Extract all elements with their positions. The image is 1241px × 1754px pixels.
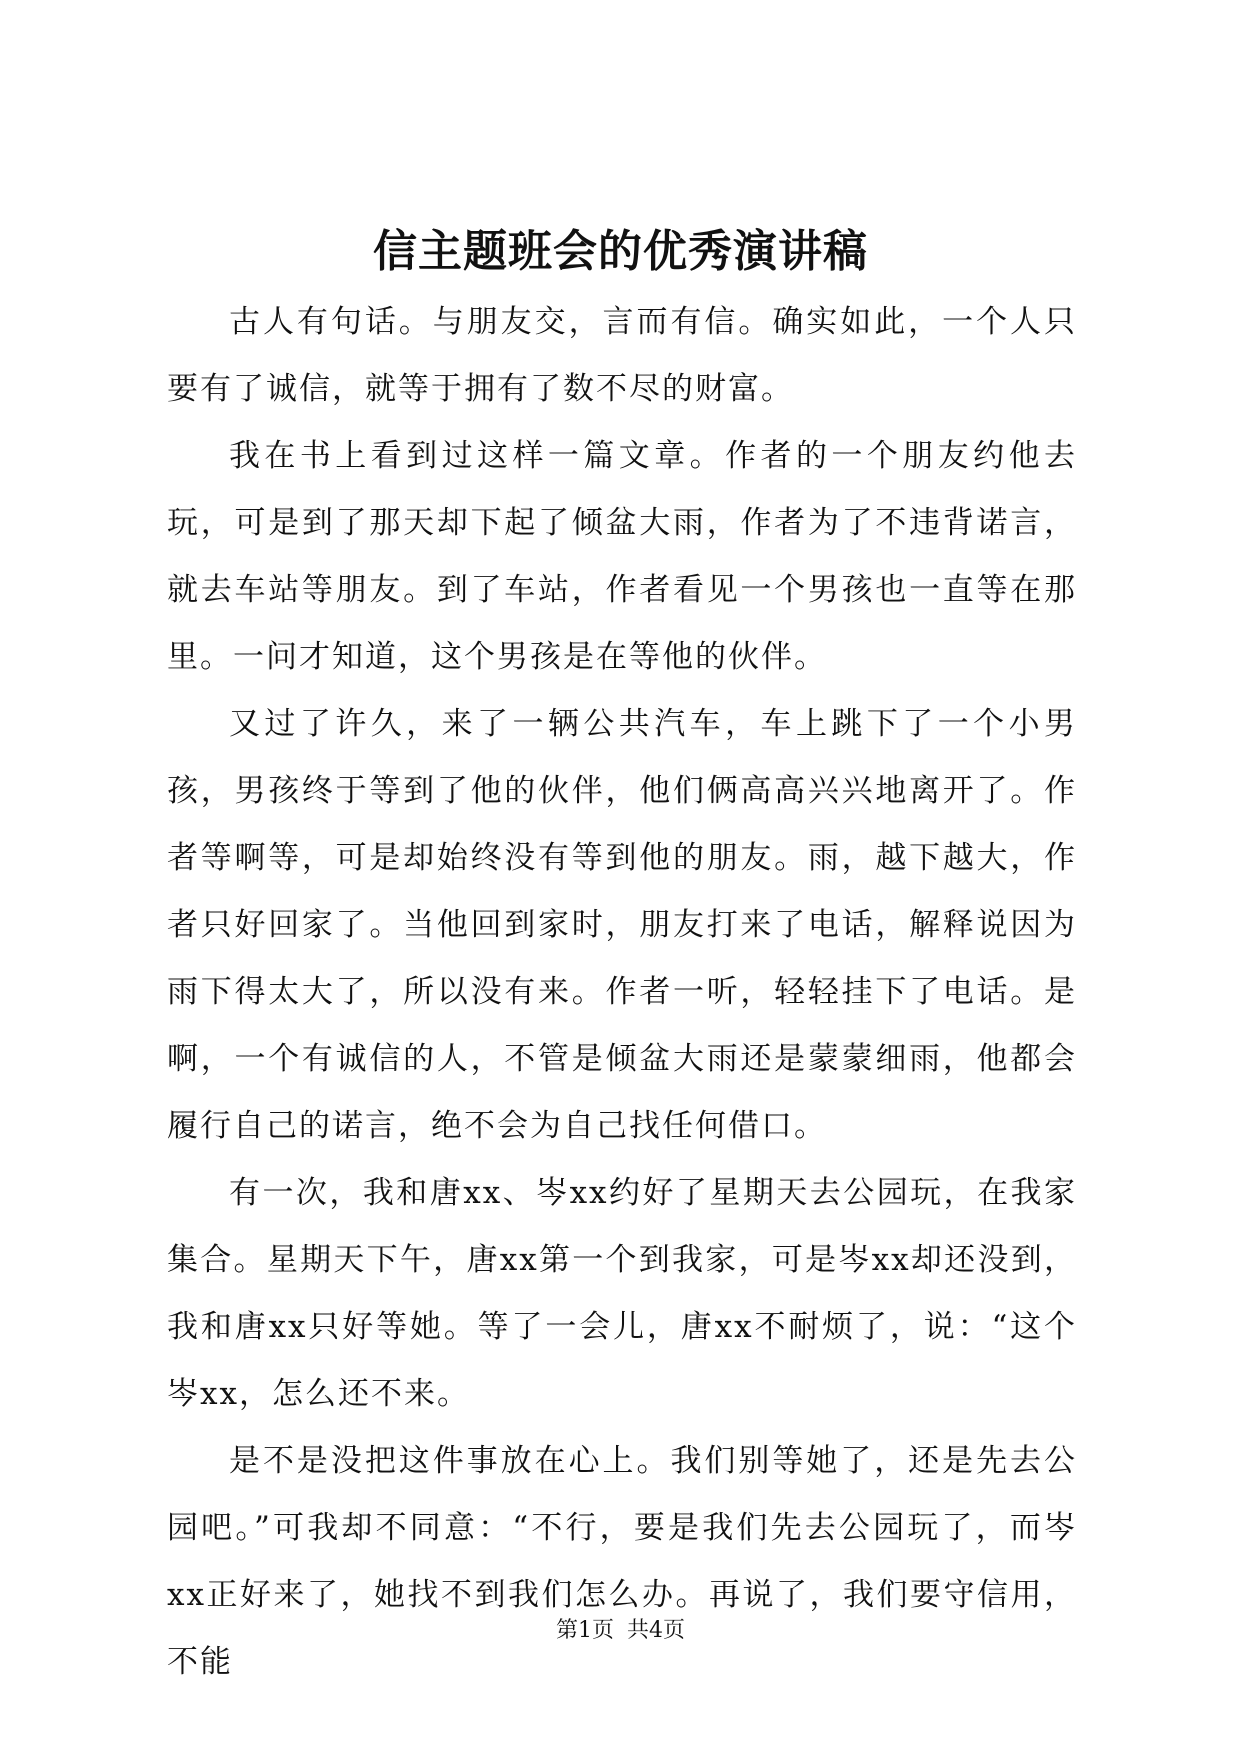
paragraph: 有一次，我和唐xx、岑xx约好了星期天去公园玩，在我家集合。星期天下午，唐xx第一个到我家，可是岑xx却还没到，我和唐xx只好等她。等了一会儿，唐xx不耐烦了，说：“这个岑xx，怎么还不来。 xyxy=(167,1175,1077,1412)
page-total: 共4页 xyxy=(627,1618,685,1643)
paragraph: 是不是没把这件事放在心上。我们别等她了，还是先去公园吧。”可我却不同意：“不行，要是我们先去公园玩了，而岑xx正好来了，她找不到我们怎么办。再说了，我们要守信用，不能 xyxy=(167,1443,1077,1680)
paragraph: 古人有句话。与朋友交，言而有信。确实如此，一个人只要有了诚信，就等于拥有了数不尽的财富。 xyxy=(167,304,1077,407)
paragraph: 又过了许久，来了一辆公共汽车，车上跳下了一个小男孩，男孩终于等到了他的伙伴，他们俩高高兴兴地离开了。作者等啊等，可是却始终没有等到他的朋友。雨，越下越大，作者只好回家了。当他回到家时，朋友打来了电话，解释说因为雨下得太大了，所以没有来。作者一听，轻轻挂下了电话。是啊，一个有诚信的人，不管是倾盆大雨还是蒙蒙细雨，他都会履行自己的诺言，绝不会为自己找任何借口。 xyxy=(167,706,1077,1144)
page-number: 第1页 xyxy=(556,1618,614,1643)
page-footer xyxy=(0,1616,1241,1646)
document-body xyxy=(167,289,1077,1696)
document-title: 信主题班会的优秀演讲稿 xyxy=(373,226,868,277)
paragraph: 我在书上看到过这样一篇文章。作者的一个朋友约他去玩，可是到了那天却下起了倾盆大雨，作者为了不违背诺言，就去车站等朋友。到了车站，作者看见一个男孩也一直等在那里。一问才知道，这个男孩是在等他的伙伴。 xyxy=(167,438,1077,675)
